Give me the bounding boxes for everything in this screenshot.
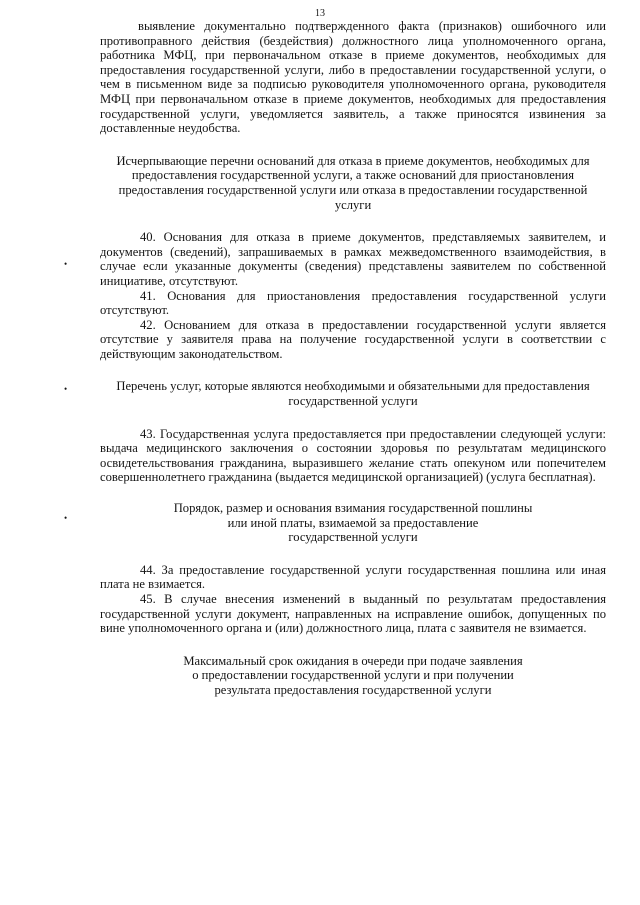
paragraph-42: 42. Основанием для отказа в предоставлении государственной услуги является отсутствие у заявителя права на получение государственной услуги в соответствии с действующим законодательством. (100, 317, 606, 361)
heading-required-services: Перечень услуг, которые являются необходимыми и обязательными для предоставления государственной услуги (116, 379, 590, 409)
paragraph-intro: выявление документально подтвержденного факта (признаков) ошибочного или противоправного действия (бездействия) должностного лица уполномоченного органа, работника МФЦ, при первоначальном отказе в приеме документов, необходимых для предоставления государственной услуги, либо в предоставлении государственной услуги, о чем в письменном виде за подписью руководителя уполномоченного органа, руководителя МФЦ при первоначальном отказе в приеме документов, необходимых для предоставления государственной услуги, уведомляется заявитель, а также приносятся извинения за доставленные неудобства. (100, 19, 606, 136)
paragraph-45: 45. В случае внесения изменений в выданный по результатам предоставления государственной услуги документ, направленных на исправление ошибок, допущенных по вине уполномоченного органа и (или) должностного лица, плата с заявителя не взимается. (100, 592, 606, 636)
paragraph-41: 41. Основания для приостановления предоставления государственной услуги отсутствуют. (100, 288, 606, 318)
heading-fee-line-1: Порядок, размер и основания взимания государственной пошлины (173, 501, 533, 516)
margin-mark: • (64, 513, 68, 523)
heading-fee-line-2: или иной платы, взимаемой за предоставление (227, 515, 479, 530)
document-body (100, 19, 606, 698)
heading-queue-line-3: результата предоставления государственной услуги (214, 682, 492, 697)
heading-refusal-grounds: Исчерпывающие перечни оснований для отказа в приеме документов, необходимых для предоставления государственной услуги, а также оснований для приостановления предоставления государственной услуги или отказа в предоставлении государственной услуги (116, 153, 590, 212)
heading-queue-line-2: о предоставлении государственной услуги и при получении (192, 668, 514, 683)
heading-fee-line-3: государственной услуги (288, 530, 418, 545)
paragraph-43: 43. Государственная услуга предоставляется при предоставлении следующей услуги: выдача медицинского заключения о состоянии здоровья по результатам медицинского освидетельствования гражданина, выразившего желание стать опекуном или попечителем совершеннолетнего гражданина (выдается медицинской организацией) (услуга бесплатная). (100, 426, 606, 485)
paragraph-44: 44. За предоставление государственной услуги государственная пошлина или иная плата не взимается. (100, 562, 606, 592)
page-number: 13 (315, 8, 325, 19)
margin-mark: • (64, 384, 68, 394)
heading-queue-line-1: Максимальный срок ожидания в очереди при подаче заявления (183, 653, 523, 668)
margin-mark: • (64, 259, 68, 269)
paragraph-40: 40. Основания для отказа в приеме документов, представляемых заявителем, и документов (сведений), запрашиваемых в рамках межведомственного взаимодействия, в случае если указанные документы (сведения) представлены заявителем по собственной инициативе, отсутствуют. (100, 230, 606, 288)
